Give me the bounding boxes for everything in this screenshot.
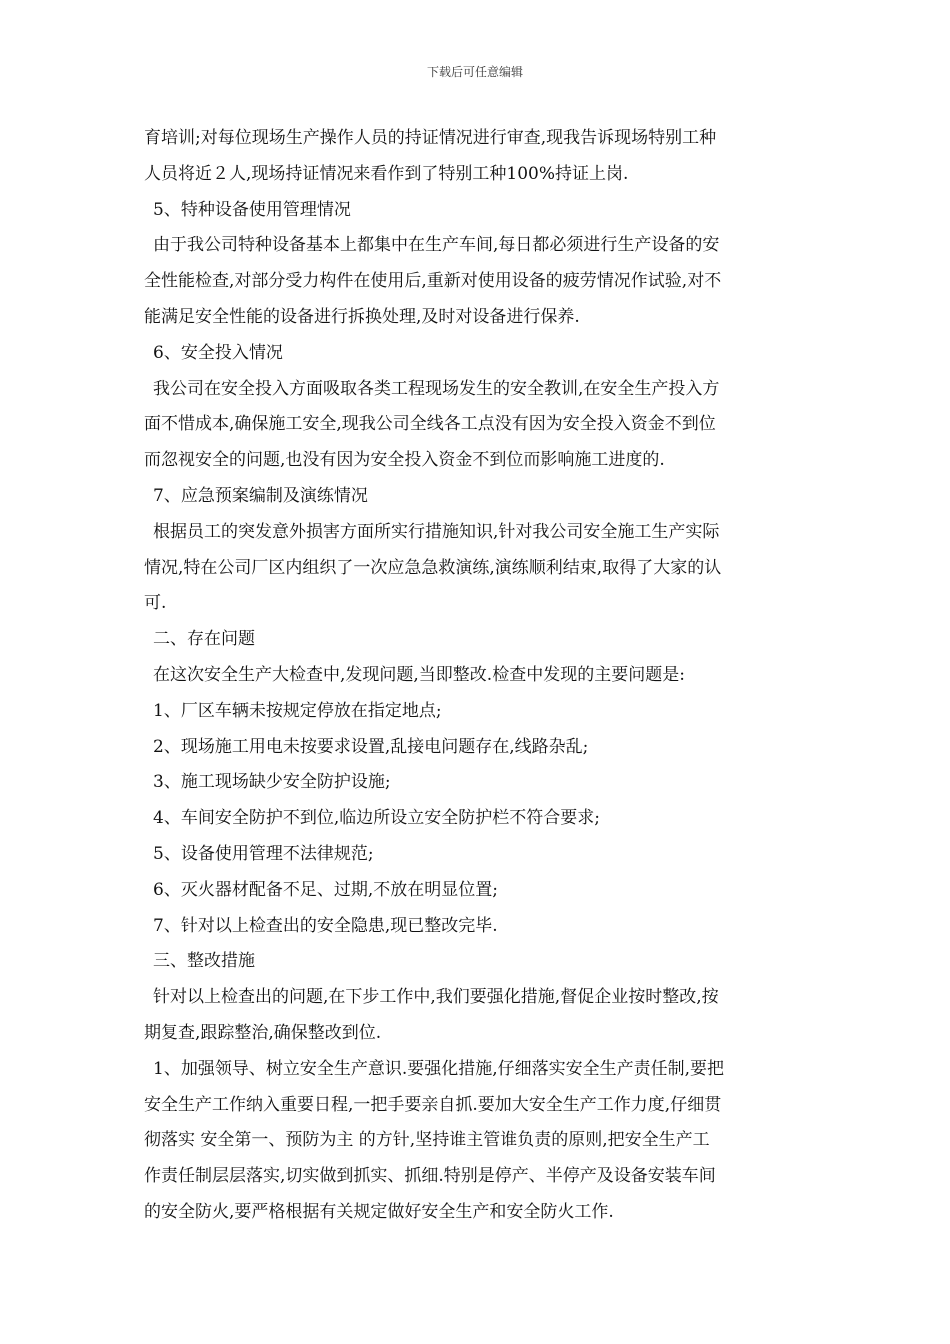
text-line: 5、特种设备使用管理情况 [153, 199, 351, 220]
text-line: 全性能检查,对部分受力构件在使用后,重新对使用设备的疲劳情况作试验,对不 [144, 271, 722, 292]
text-line: 6、灭火器材配备不足、过期,不放在明显位置; [153, 879, 498, 900]
text-line: 人员将近２人,现场持证情况来看作到了特别工种100%持证上岗. [144, 163, 629, 184]
text-line: 1、厂区车辆未按规定停放在指定地点; [153, 700, 442, 721]
text-line: 我公司在安全投入方面吸取各类工程现场发生的安全教训,在安全生产投入方 [153, 378, 720, 399]
text-line: 可. [144, 593, 167, 614]
text-line: 安全生产工作纳入重要日程,一把手要亲自抓.要加大安全生产工作力度,仔细贯 [144, 1094, 722, 1115]
text-line: 作责任制层层落实,切实做到抓实、抓细.特别是停产、半停产及设备安装车间 [144, 1166, 716, 1187]
text-line: 三、整改措施 [153, 951, 255, 972]
text-line: 6、安全投入情况 [153, 342, 283, 363]
text-line: 2、现场施工用电未按要求设置,乱接电问题存在,线路杂乱; [153, 736, 589, 757]
text-line: 而忽视安全的问题,也没有因为安全投入资金不到位而影响施工进度的. [144, 450, 665, 471]
page-header: 下载后可任意编辑 [426, 65, 523, 79]
text-line: 情况,特在公司厂区内组织了一次应急急救演练,演练顺利结束,取得了大家的认 [144, 557, 722, 578]
text-line: 1、加强领导、树立安全生产意识.要强化措施,仔细落实安全生产责任制,要把 [153, 1058, 725, 1079]
text-line: 育培训;对每位现场生产操作人员的持证情况进行审查,现我告诉现场特别工种 [144, 128, 717, 148]
text-line: 二、存在问题 [153, 629, 255, 650]
text-line: 4、车间安全防护不到位,临边所设立安全防护栏不符合要求; [153, 808, 600, 829]
text-line: 在这次安全生产大检查中,发现问题,当即整改.检查中发现的主要问题是: [153, 664, 685, 685]
text-line: 的安全防火,要严格根据有关规定做好安全生产和安全防火工作. [144, 1201, 614, 1222]
text-line: 面不惜成本,确保施工安全,现我公司全线各工点没有因为安全投入资金不到位 [144, 414, 716, 435]
text-line: 3、施工现场缺少安全防护设施; [153, 772, 391, 793]
text-line: 能满足安全性能的设备进行拆换处理,及时对设备进行保养. [144, 306, 580, 327]
text-line: 期复查,跟踪整治,确保整改到位. [144, 1022, 382, 1043]
text-line: 7、应急预案编制及演练情况 [153, 485, 368, 506]
text-line: 根据员工的突发意外损害方面所实行措施知识,针对我公司安全施工生产实际 [153, 521, 720, 542]
text-line: 针对以上检查出的问题,在下步工作中,我们要强化措施,督促企业按时整改,按 [153, 987, 719, 1008]
document-body [144, 121, 810, 1231]
text-line: 7、针对以上检查出的安全隐患,现已整改完毕. [153, 915, 498, 936]
text-line: 彻落实 安全第一、预防为主 的方针,坚持谁主管谁负责的原则,把安全生产工 [144, 1130, 710, 1151]
text-line: 由于我公司特种设备基本上都集中在生产车间,每日都必须进行生产设备的安 [153, 235, 720, 256]
text-line: 5、设备使用管理不法律规范; [153, 843, 374, 864]
